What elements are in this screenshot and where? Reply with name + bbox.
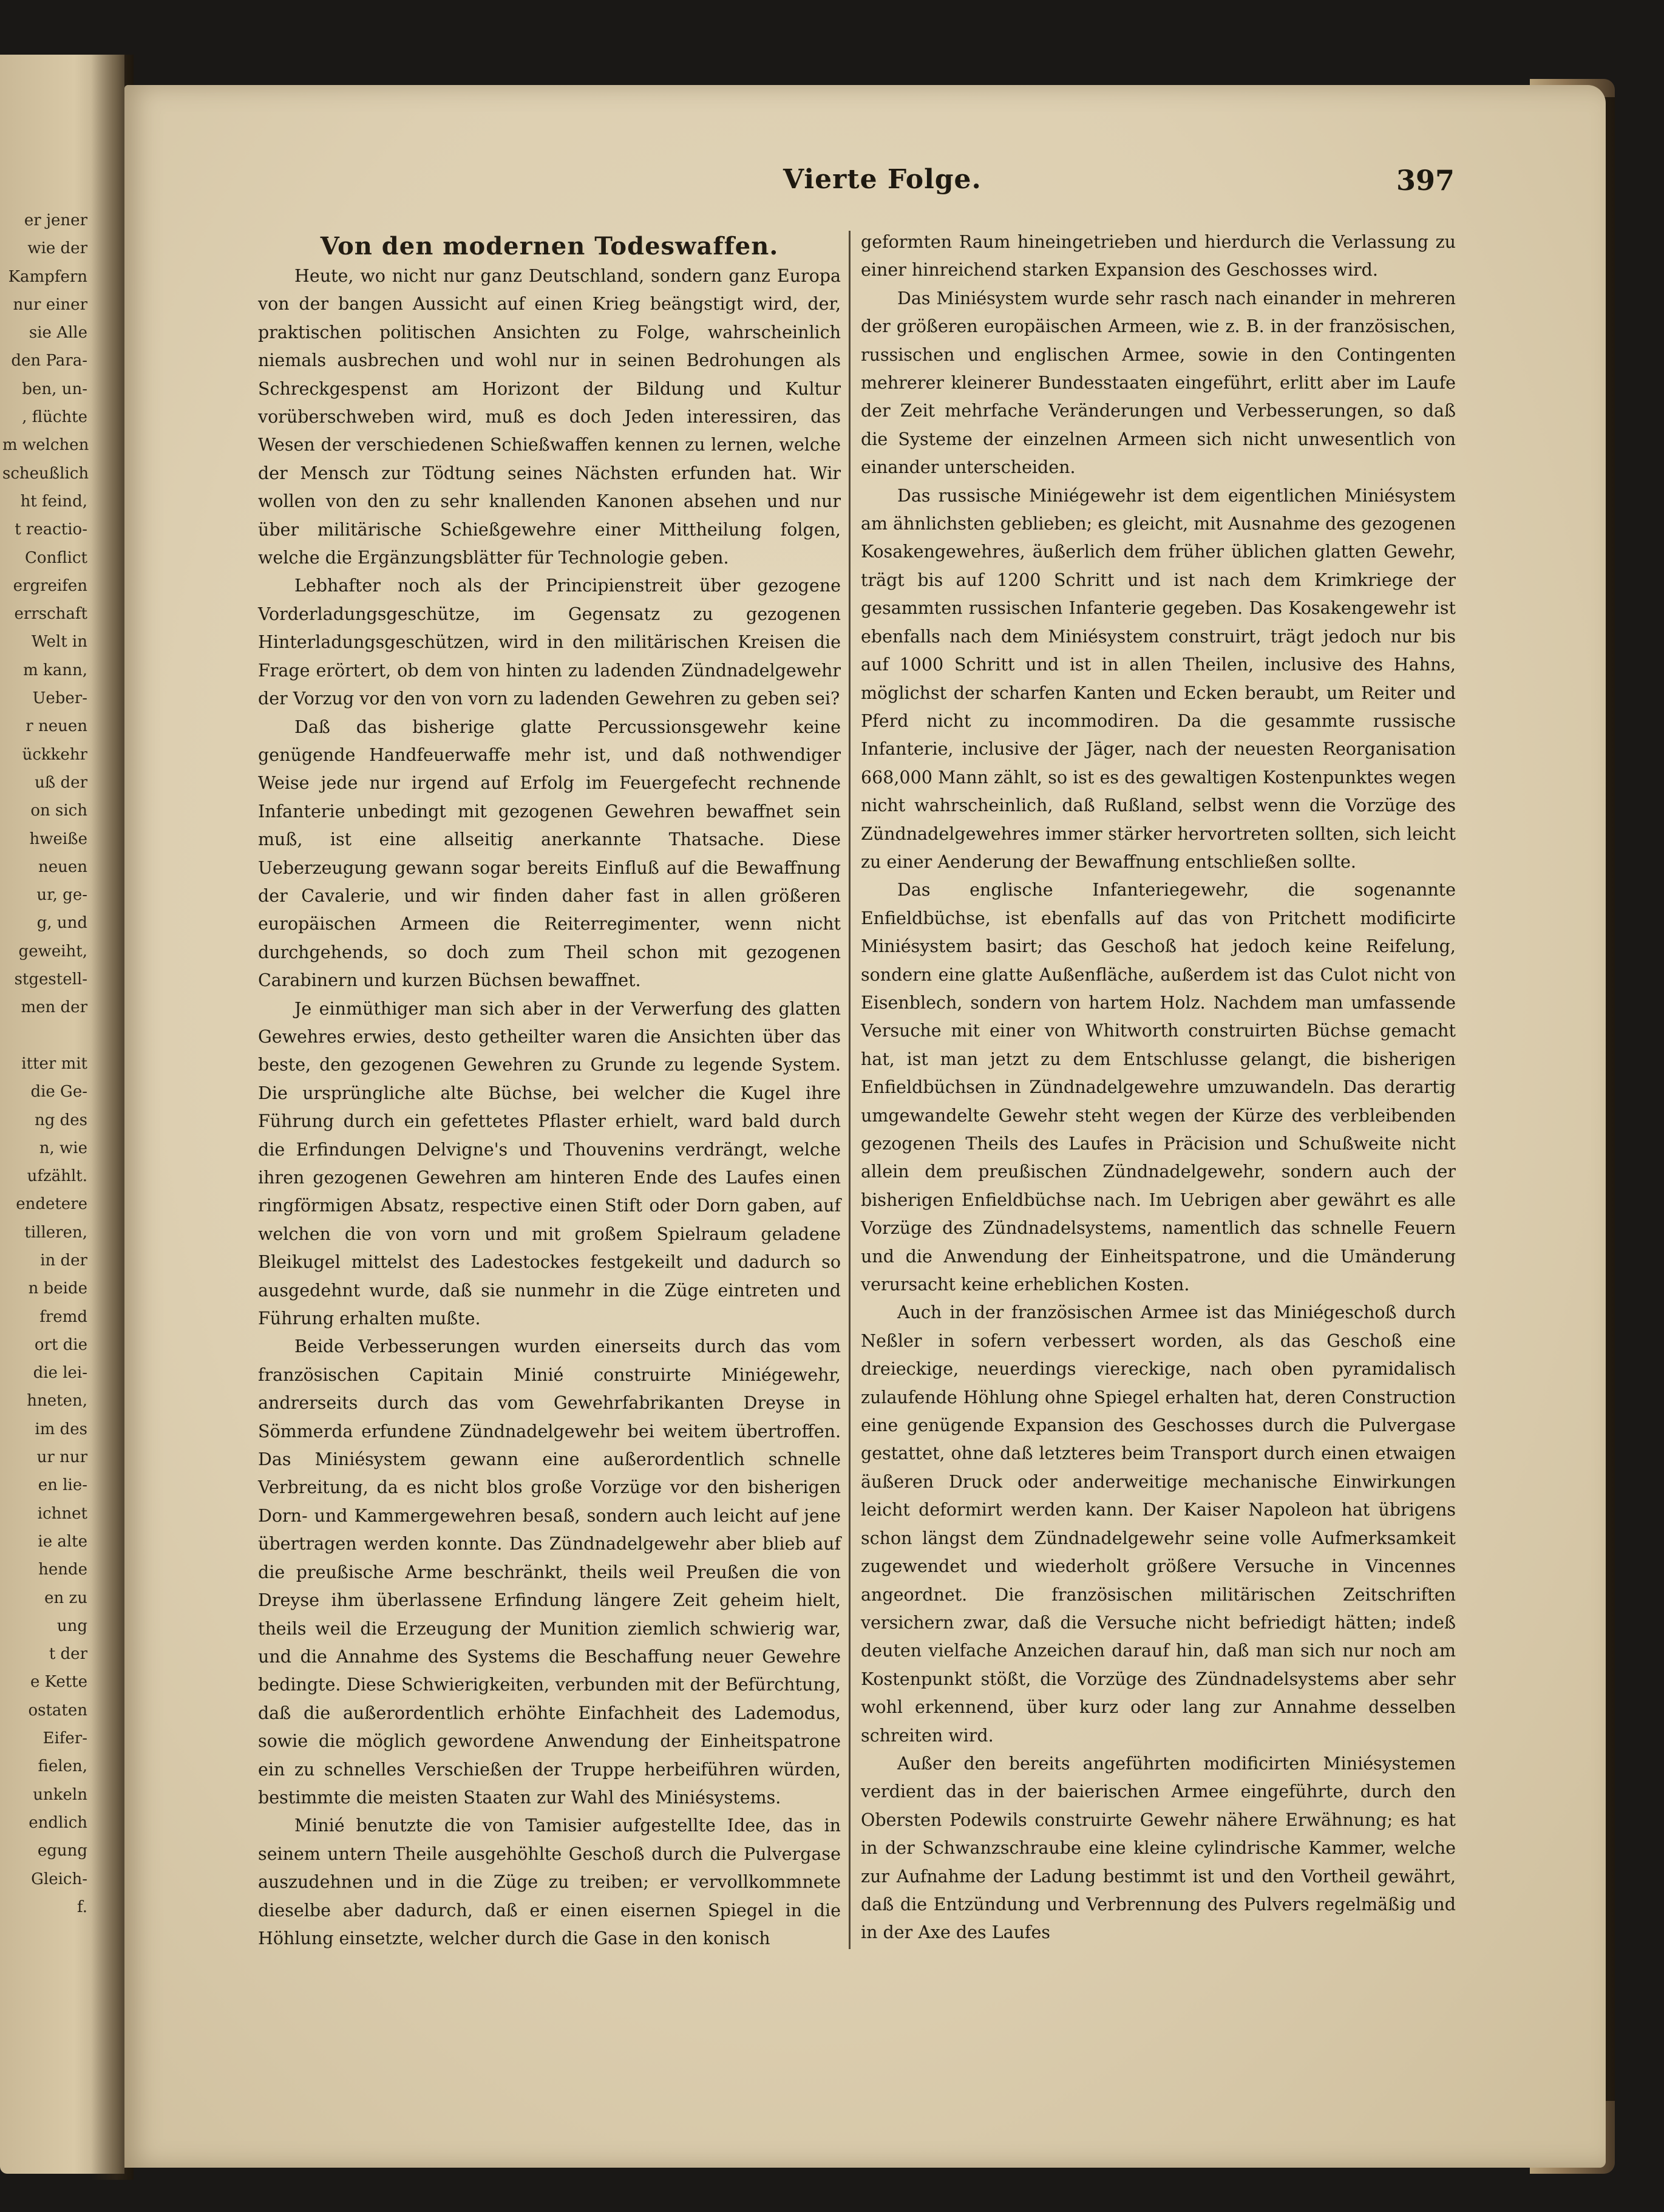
fragment-line: er jener: [24, 211, 87, 230]
fragment-line: on sich: [30, 801, 87, 820]
fragment-line: uß der: [35, 773, 87, 792]
fragment-line: e Kette: [30, 1673, 87, 1692]
fragment-line: egung: [37, 1842, 87, 1860]
fragment-line: die Ge-: [30, 1083, 87, 1101]
fragment-line: ichnet: [37, 1504, 87, 1523]
fragment-line: r neuen: [25, 717, 87, 736]
paragraph-continued: geformten Raum hineingetrieben und hierdurch die Verlassung zu einer hinreichend starken Expansion des Geschosses wird.: [861, 232, 1456, 281]
paragraph: Auch in der französischen Armee ist das Miniégeschoß durch Neßler in sofern verbessert worden, als das Geschoß eine dreieckige, neuerdings viereckige, nach oben pyramidalisch zulaufende Höhlung ohne Spiegel erhalten hat, deren Construction eine genügende Expansion des Geschosses durch die Pulvergase gestattet, ohne daß letzteres beim Transport durch einen etwaigen äußeren Druck oder anderweitige mechanische Einwirkungen leicht deformirt werden kann. Der Kaiser Napoleon hat übrigens schon längst dem Zündnadelgewehr seine volle Aufmerksamkeit zugewendet und wiederholt größere Versuche in Vincennes angeordnet. Die französischen militärischen Zeitschriften versichern zwar, daß die Versuche nicht befriedigt hätten; indeß deuten vielfache Anzeichen darauf hin, daß man sich nur noch am Kostenpunkt stößt, die Vorzüge des Zündnadelsystems aber sehr wohl erkennend, über kurz oder lang zur Annahme desselben schreiten wird.: [861, 1302, 1456, 1746]
right-column: [861, 228, 1456, 1947]
fragment-line: scheußlich: [2, 464, 89, 483]
paragraph: Heute, wo nicht nur ganz Deutschland, sondern ganz Europa von der bangen Aussicht auf einen Krieg beängstigt wird, der, praktischen politischen Ansichten zu Folge, wahrscheinlich niemals ausbrechen und wohl nur in seinen Bedrohungen als Schreckgespenst am Horizont der Bildung und Kultur vorüberschweben wird, muß es doch Jeden interessiren, das Wesen der verschiedenen Schießwaffen kennen zu lernen, welche der Mensch zur Tödtung seines Nächsten erfunden hat. Wir wollen von den zu sehr knallenden Kanonen absehen und nur über militärische Schießgewehre einer Mittheilung folgen, welche die Ergänzungsblätter für Technologie geben.: [258, 266, 841, 568]
fragment-line: itter mit: [21, 1054, 87, 1073]
fragment-line: die lei-: [33, 1364, 87, 1383]
paragraph: Das Miniésystem wurde sehr rasch nach einander in mehreren der größeren europäischen Armeen, wie z. B. in der französischen, russischen und englischen Armee, sowie in den Contingenten mehrerer kleinerer Bundesstaaten eingeführt, erlitt aber im Laufe der Zeit mehrfache Veränderungen und Verbesserungen, so daß die Systeme der einzelnen Armeen sich nicht unwesentlich von einander unterscheiden.: [861, 288, 1456, 478]
paragraph: Das englische Infanteriegewehr, die sogenannte Enfieldbüchse, ist ebenfalls auf das von Pritchett modificirte Miniésystem basirt; das Geschoß hat jedoch keine Reifelung, sondern eine glatte Außenfläche, außerdem ist das Culot nicht von Eisenblech, sondern von hartem Holz. Nachdem man umfassende Versuche mit einer von Whitworth construirten Büchse gemacht hat, ist man jetzt zu dem Entschlusse gelangt, die bisherigen Enfieldbüchsen in Zündnadelgewehre umzuwandeln. Das derartig umgewandelte Gewehr steht wegen der Kürze des verbleibenden gezogenen Theils des Laufes in Präcision und Schußweite nicht allein dem preußischen Zündnadelgewehr, sondern auch der bisherigen Enfieldbüchse nach. Im Uebrigen aber gewährt es alle Vorzüge des Zündnadelsystems, namentlich das schnelle Feuern und die Anwendung der Einheitspatrone, und die Umänderung verursacht keine erheblichen Kosten.: [861, 880, 1456, 1295]
fragment-line: ung: [56, 1616, 87, 1635]
fragment-line: Ueber-: [32, 689, 87, 708]
column-divider: [849, 231, 851, 1949]
fragment-line: men der: [21, 998, 87, 1017]
fragment-line: Kampfern: [8, 267, 87, 286]
fragment-line: Conflict: [25, 548, 87, 567]
fragment-line: n, wie: [39, 1138, 87, 1157]
fragment-line: ückkehr: [22, 745, 87, 764]
fragment-line: ng des: [34, 1111, 87, 1129]
left-column: [258, 232, 841, 1953]
fragment-line: m kann,: [23, 661, 87, 679]
fragment-line: errschaft: [14, 605, 87, 624]
fragment-line: wie der: [27, 239, 87, 258]
fragment-line: hweiße: [29, 829, 87, 848]
fragment-line: n beide: [28, 1279, 87, 1298]
fragment-line: den Para-: [11, 352, 87, 370]
fragment-line: hende: [38, 1560, 87, 1579]
fragment-line: Gleich-: [31, 1870, 87, 1888]
fragment-line: Welt in: [31, 633, 87, 652]
paragraph: Minié benutzte die von Tamisier aufgestellte Idee, das in seinem untern Theile ausgehöhlte Geschoß durch die Pulvergase auszudehnen und in die Züge zu treiben; er vervollkommnete dieselbe aber dadurch, daß er einen eisernen Spiegel in die Höhlung einsetzte, welcher durch die Gase in den konisch: [258, 1816, 841, 1948]
fragment-line: ur nur: [36, 1448, 87, 1467]
previous-page-text-fragments: [2, 206, 87, 1921]
fragment-line: endlich: [29, 1813, 87, 1832]
fragment-line: Eifer-: [42, 1729, 87, 1748]
fragment-line: ie alte: [38, 1532, 87, 1551]
fragment-line: sie Alle: [29, 324, 87, 342]
fragment-line: en zu: [44, 1588, 87, 1607]
fragment-line: fremd: [39, 1307, 87, 1326]
fragment-line: g, und: [36, 914, 87, 933]
fragment-line: en lie-: [38, 1476, 87, 1495]
page-number: 397: [1396, 164, 1455, 197]
fragment-line: ur, ge-: [36, 886, 87, 905]
fragment-line: f.: [77, 1897, 87, 1916]
fragment-line: [2, 1022, 87, 1050]
fragment-line: unkeln: [33, 1785, 87, 1804]
fragment-line: ben, un-: [22, 379, 87, 398]
paragraph: Je einmüthiger man sich aber in der Verwerfung des glatten Gewehres erwies, desto getheilter waren die Ansichten über das beste, den gezogenen Gewehren zu Grunde zu legende System. Die ursprüngliche alte Büchse, bei welcher die Kugel ihre Führung durch ein gefettetes Pflaster erhielt, ward bald durch die Erfindungen Delvigne's und Thouvenins verdrängt, welche ihren gezogenen Gewehren am hinteren Ende des Laufes einen ringförmigen Absatz, respective einen Stift oder Dorn gaben, auf welchen die von vorn und mit großem Spielraum geladene Bleikugel mittelst des Ladestockes festgekeilt und dadurch so ausgedehnt wurde, daß sie nunmehr in die Züge eintreten und Führung erhalten mußte.: [258, 998, 841, 1329]
fragment-line: ufzählt.: [27, 1167, 87, 1186]
fragment-line: , flüchte: [22, 408, 87, 427]
running-head: Vierte Folge.: [783, 164, 982, 195]
fragment-line: nur einer: [13, 295, 87, 314]
fragment-line: tilleren,: [24, 1223, 87, 1242]
fragment-line: im des: [35, 1420, 87, 1438]
fragment-line: in der: [40, 1251, 87, 1270]
article-title: Von den modernen Todeswaffen.: [320, 232, 779, 260]
fragment-line: ort die: [34, 1335, 87, 1354]
paragraph: Daß das bisherige glatte Percussionsgewehr keine genügende Handfeuerwaffe mehr ist, und daß nothwendiger Weise jede nur irgend auf Erfolg im Feuergefecht rechnende Infanterie unbedingt mit gezogenen Gewehren bewaffnet sein muß, ist eine allseitig anerkannte Thatsache. Diese Ueberzeugung gewann sogar bereits Einfluß auf die Bewaffnung der Cavalerie, und wir finden daher fast in allen größeren europäischen Armeen die Reiterregimenter, wenn nicht durchgehends, so doch zum Theil schon mit gezogenen Carabinern und kurzen Büchsen bewaffnet.: [258, 716, 841, 991]
fragment-line: t der: [49, 1645, 87, 1664]
fragment-line: t reactio-: [15, 520, 87, 539]
paragraph: Lebhafter noch als der Principienstreit über gezogene Vorderladungsgeschütze, im Gegensatz zu gezogenen Hinterladungsgeschützen, wird in den militärischen Kreisen die Frage erörtert, ob dem von hinten zu ladenden Zündnadelgewehr der Vorzug vor den von vorn zu ladenden Gewehren zu geben sei?: [258, 576, 841, 709]
paragraph: Beide Verbesserungen wurden einerseits durch das vom französischen Capitain Minié construirte Miniégewehr, andrerseits durch das vom Gewehrfabrikanten Dreyse in Sömmerda erfundene Zündnadelgewehr bei weitem übertroffen. Das Miniésystem gewann eine außerordentlich schnelle Verbreitung, da es nicht blos große Vorzüge vor den bisherigen Dorn- und Kammergewehren besaß, sondern auch leicht auf jene übertragen werden konnte. Das Zündnadelgewehr aber blieb auf die preußische Arme beschränkt, theils weil Preußen die von Dreyse ihm überlassene Erfindung längere Zeit geheim hielt, theils weil die Erzeugung der Munition ziemlich schwierig war, und die Annahme des Systems die Beschaffung neuer Gewehre bedingte. Diese Schwierigkeiten, verbunden mit der Befürchtung, daß die außerordentlich erhöhte Einfachheit des Lademodus, sowie die möglich gewordene Anwendung der Einheitspatrone ein zu schnelles Verschießen der Truppe herbeiführen würden, bestimmte die meisten Staaten zur Wahl des Miniésystems.: [258, 1336, 841, 1808]
paragraph: Außer den bereits angeführten modificirten Miniésystemen verdient das in der baierischen Armee eingeführte, durch den Obersten Podewils construirte Gewehr nähere Erwähnung; es hat in der Schwanzschraube eine kleine cylindrische Kammer, welche zur Aufnahme der Ladung bestimmt ist und den Vortheil gewährt, daß die Entzündung und Verbrennung des Pulvers regelmäßig und in der Axe des Laufes: [861, 1753, 1456, 1943]
fragment-line: endetere: [16, 1195, 87, 1214]
fragment-line: stgestell-: [14, 970, 87, 989]
fragment-line: ergreifen: [13, 576, 87, 595]
paragraph: Das russische Miniégewehr ist dem eigentlichen Miniésystem am ähnlichsten geblieben; es gleicht, mit Ausnahme des gezogenen Kosakengewehres, äußerlich dem früher üblichen glatten Gewehr, trägt bis auf 1200 Schritt und ist nach dem Krimkriege der gesammten russischen Infanterie gegeben. Das Kosakengewehr ist ebenfalls nach dem Miniésystem construirt, trägt jedoch nur bis auf 1000 Schritt und ist in allen Theilen, inclusive des Hahns, möglichst der scharfen Kanten und Ecken beraubt, um Reiter und Pferd nicht zu incommodiren. Da die gesammte russische Infanterie, inclusive der Jäger, nach der neuesten Reorganisation 668,000 Mann zählt, so ist es des gewaltigen Kostenpunktes wegen nicht wahrscheinlich, daß Rußland, selbst wenn die Vorzüge des Zündnadelgewehres immer stärker hervortreten sollten, sich leicht zu einer Aenderung der Bewaffnung entschließen sollte.: [861, 485, 1456, 872]
fragment-line: ht feind,: [20, 492, 87, 511]
fragment-line: neuen: [38, 857, 87, 876]
fragment-line: ostaten: [28, 1701, 87, 1720]
fragment-line: fielen,: [38, 1757, 87, 1776]
fragment-line: m welchen: [2, 436, 89, 455]
fragment-line: geweiht,: [18, 942, 87, 961]
fragment-line: hneten,: [27, 1392, 87, 1411]
